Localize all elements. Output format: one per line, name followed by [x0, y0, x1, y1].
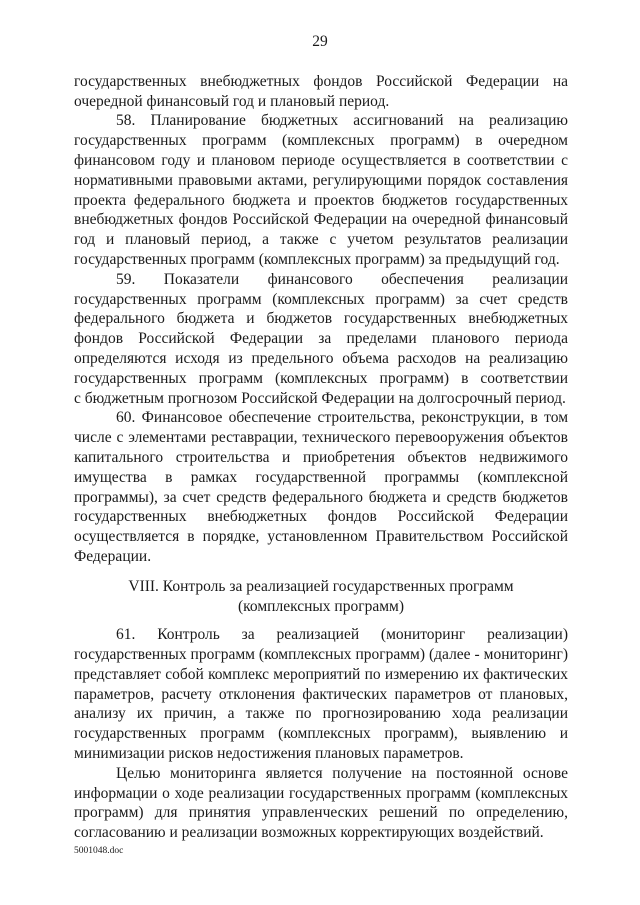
- text-line: нормативными правовыми актами, регулирующими порядок составления: [74, 172, 568, 189]
- text-line: федерального бюджета и бюджетов государственных внебюджетных: [74, 310, 568, 327]
- text-line: осуществляется в порядке, установленном Правительством Российской: [74, 528, 568, 545]
- paragraph-58-start: 58. Планирование бюджетных ассигнований на реализацию: [116, 112, 568, 129]
- text-line: капитального строительства и приобретения объектов недвижимого: [74, 449, 568, 466]
- text-line: государственных внебюджетных фондов Российской Федерации: [74, 508, 568, 525]
- text-line: с бюджетным прогнозом Российской Федерации на долгосрочный период.: [74, 390, 566, 407]
- text-line: государственных программ (комплексных программ) (далее - мониторинг): [74, 646, 568, 663]
- text-line: очередной финансовый год и плановый период.: [74, 93, 390, 110]
- text-line: параметров, расчету отклонения фактических параметров от плановых,: [74, 686, 568, 703]
- section-heading: VIII. Контроль за реализацией государственных программ: [128, 578, 514, 595]
- page-number: 29: [312, 33, 328, 50]
- text-line: программы), за счет средств федерального бюджета и средств бюджетов: [74, 489, 568, 506]
- text-line: Федерации.: [74, 548, 152, 565]
- text-line: государственных программ (комплексных программ) за счет средств: [74, 291, 568, 308]
- text-line: государственных программ (комплексных программ) в соответствии: [74, 370, 568, 387]
- text-line: информации о ходе реализации государственных программ (комплексных: [74, 785, 568, 802]
- text-line: имущества в рамках государственной программы (комплексной: [74, 469, 568, 486]
- text-line: внебюджетных фондов Российской Федерации на очередной финансовый: [74, 211, 568, 228]
- text-line: числе с элементами реставрации, технического перевооружения объектов: [74, 429, 568, 446]
- text-line: год и плановый период, а также с учетом результатов реализации: [74, 231, 568, 248]
- text-line: анализу их причин, а также по прогнозированию хода реализации: [74, 705, 568, 722]
- document-file-code: 5001048.doc: [74, 846, 124, 856]
- paragraph-59-start: 59. Показатели финансового обеспечения реализации: [116, 271, 568, 288]
- text-line: государственных программ (комплексных программ) в очередном: [74, 132, 568, 149]
- text-line: программ) для принятия управленческих решений по определению,: [74, 804, 568, 821]
- text-line: государственных программ (комплексных программ), выявлению и: [74, 725, 568, 742]
- section-heading-continued: (комплексных программ): [238, 598, 404, 615]
- text-line: минимизации рисков недостижения плановых параметров.: [74, 745, 464, 762]
- paragraph-61-start: 61. Контроль за реализацией (мониторинг реализации): [116, 626, 568, 643]
- text-line: согласованию и реализации возможных корректирующих воздействий.: [74, 824, 544, 841]
- text-line: финансовом году и плановом периоде осуществляется в соответствии с: [74, 152, 568, 169]
- text-line: государственных внебюджетных фондов Российской Федерации на: [74, 73, 568, 90]
- text-line: государственных программ (комплексных программ) за предыдущий год.: [74, 251, 560, 268]
- paragraph-60-start: 60. Финансовое обеспечение строительства, реконструкции, в том: [116, 409, 568, 426]
- paragraph-monitoring-start: Целью мониторинга является получение на постоянной основе: [116, 765, 568, 782]
- text-line: определяются исходя из предельного объема расходов на реализацию: [74, 350, 568, 367]
- text-line: проекта федерального бюджета и проектов бюджетов государственных: [74, 192, 568, 209]
- text-line: представляет собой комплекс мероприятий по измерению их фактических: [74, 666, 568, 683]
- text-line: фондов Российской Федерации за пределами планового периода: [74, 330, 568, 347]
